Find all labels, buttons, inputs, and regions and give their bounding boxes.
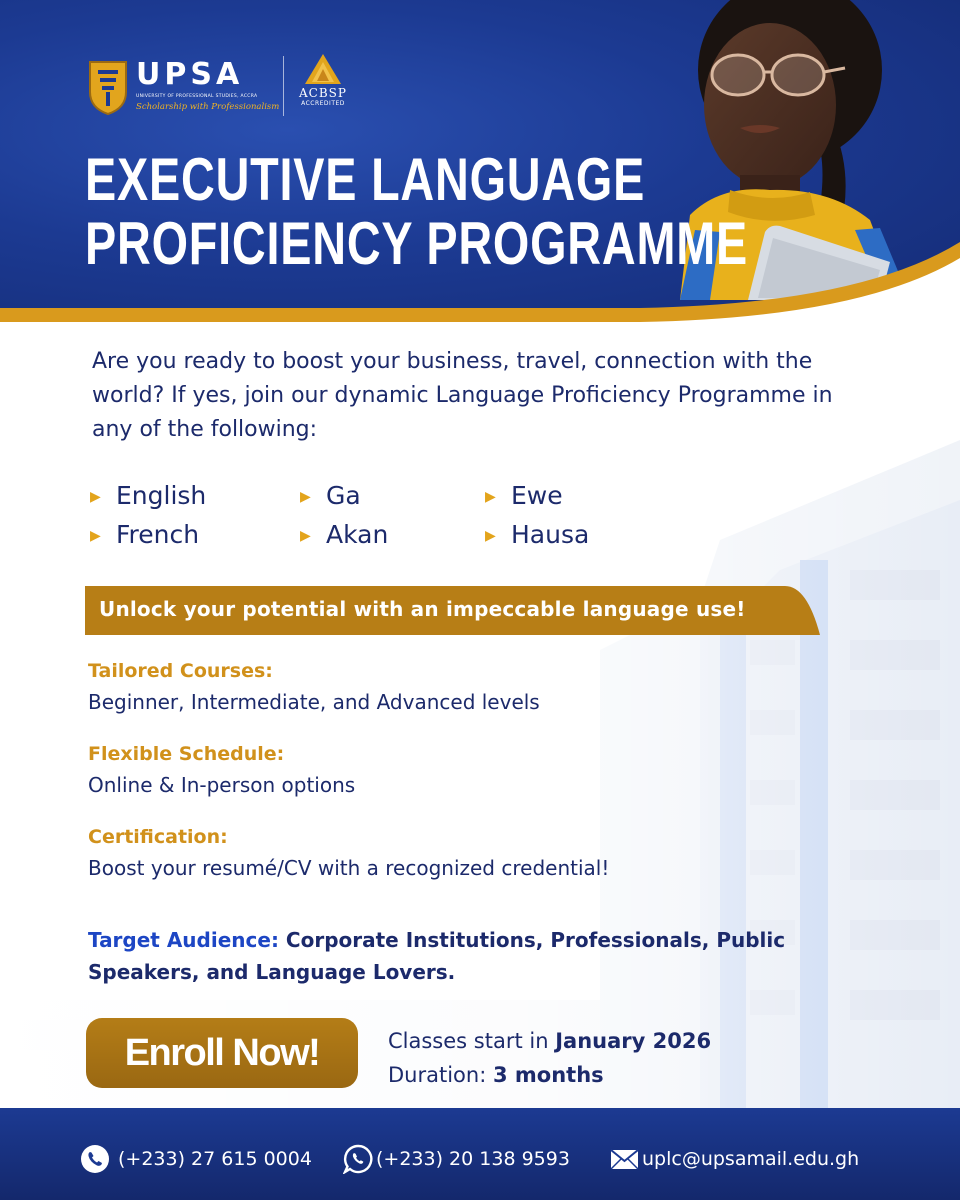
feature-description: Beginner, Intermediate, and Advanced levels [88,690,540,714]
phone-icon [80,1144,110,1174]
class-duration-prefix: Duration: [388,1063,487,1087]
upsa-logo [88,57,280,118]
language-item [300,517,388,554]
acbsp-logo [292,52,354,116]
target-audience-text: Corporate Institutions, Professionals, Public Speakers, and Language Lovers. [88,928,786,984]
page-title [85,148,748,276]
feature-title: Certification: [88,826,228,848]
title-line-2: PROFICIENCY PROGRAMME [85,210,748,277]
tagline-banner [85,586,820,635]
class-duration-value: 3 months [492,1063,604,1087]
play-arrow-icon: ▶ [300,489,311,505]
feature-title: Tailored Courses: [88,660,273,682]
upsa-crest-icon [88,58,128,116]
class-start [388,1024,711,1058]
play-arrow-icon: ▶ [485,528,496,544]
language-item [485,517,589,554]
logo-divider [283,56,284,116]
banner-text: Unlock your potential with an impeccable language use! [99,597,746,621]
acbsp-label: ACCREDITED [301,100,345,107]
class-schedule [388,1024,711,1092]
upsa-motto: Scholarship with Professionalism [136,102,280,112]
contact-phone[interactable] [80,1144,340,1174]
mail-icon [609,1144,641,1174]
contact-whatsapp[interactable] [343,1144,593,1174]
target-audience [88,924,828,988]
language-item [485,478,563,515]
class-duration [388,1058,711,1092]
contact-email[interactable] [609,1144,884,1174]
feature-title: Flexible Schedule: [88,743,285,765]
header-section [0,0,960,325]
email-address: uplc@upsamail.edu.gh [642,1148,860,1170]
class-start-date: January 2026 [555,1029,712,1053]
upsa-name: UPSA [136,57,244,92]
feature-description: Online & In-person options [88,773,356,797]
acbsp-name: ACBSP [299,86,347,100]
whatsapp-icon [343,1144,373,1174]
play-arrow-icon: ▶ [485,489,496,505]
upsa-subtitle: UNIVERSITY OF PROFESSIONAL STUDIES, ACCRA [136,94,258,99]
feature-flexible-schedule [88,739,788,801]
whatsapp-number: (+233) 20 138 9593 [376,1148,570,1170]
language-label: Ewe [511,481,563,510]
language-label: English [116,481,207,510]
title-line-1: EXECUTIVE LANGUAGE [85,146,646,213]
language-label: Hausa [511,520,590,549]
language-item [90,517,199,554]
play-arrow-icon: ▶ [90,528,101,544]
language-label: Akan [326,520,389,549]
enroll-button[interactable]: Enroll Now! [86,1018,358,1088]
class-start-prefix: Classes start in [388,1029,549,1053]
intro-text: Are you ready to boost your business, travel, connection with the world? If yes, join our dynamic Language Proficiency Programme in any of the following: [92,349,833,442]
play-arrow-icon: ▶ [300,528,311,544]
language-item [300,478,361,515]
feature-certification [88,822,788,884]
feature-description: Boost your resumé/CV with a recognized credential! [88,856,610,880]
language-label: French [116,520,200,549]
language-label: Ga [326,481,361,510]
acbsp-mark-icon [303,52,343,86]
play-arrow-icon: ▶ [90,489,101,505]
target-audience-label: Target Audience: [88,928,279,952]
footer-contact-bar [0,1108,960,1200]
feature-tailored-courses [88,656,788,718]
phone-number: (+233) 27 615 0004 [118,1148,312,1170]
language-list [90,478,650,562]
language-item [90,478,206,515]
